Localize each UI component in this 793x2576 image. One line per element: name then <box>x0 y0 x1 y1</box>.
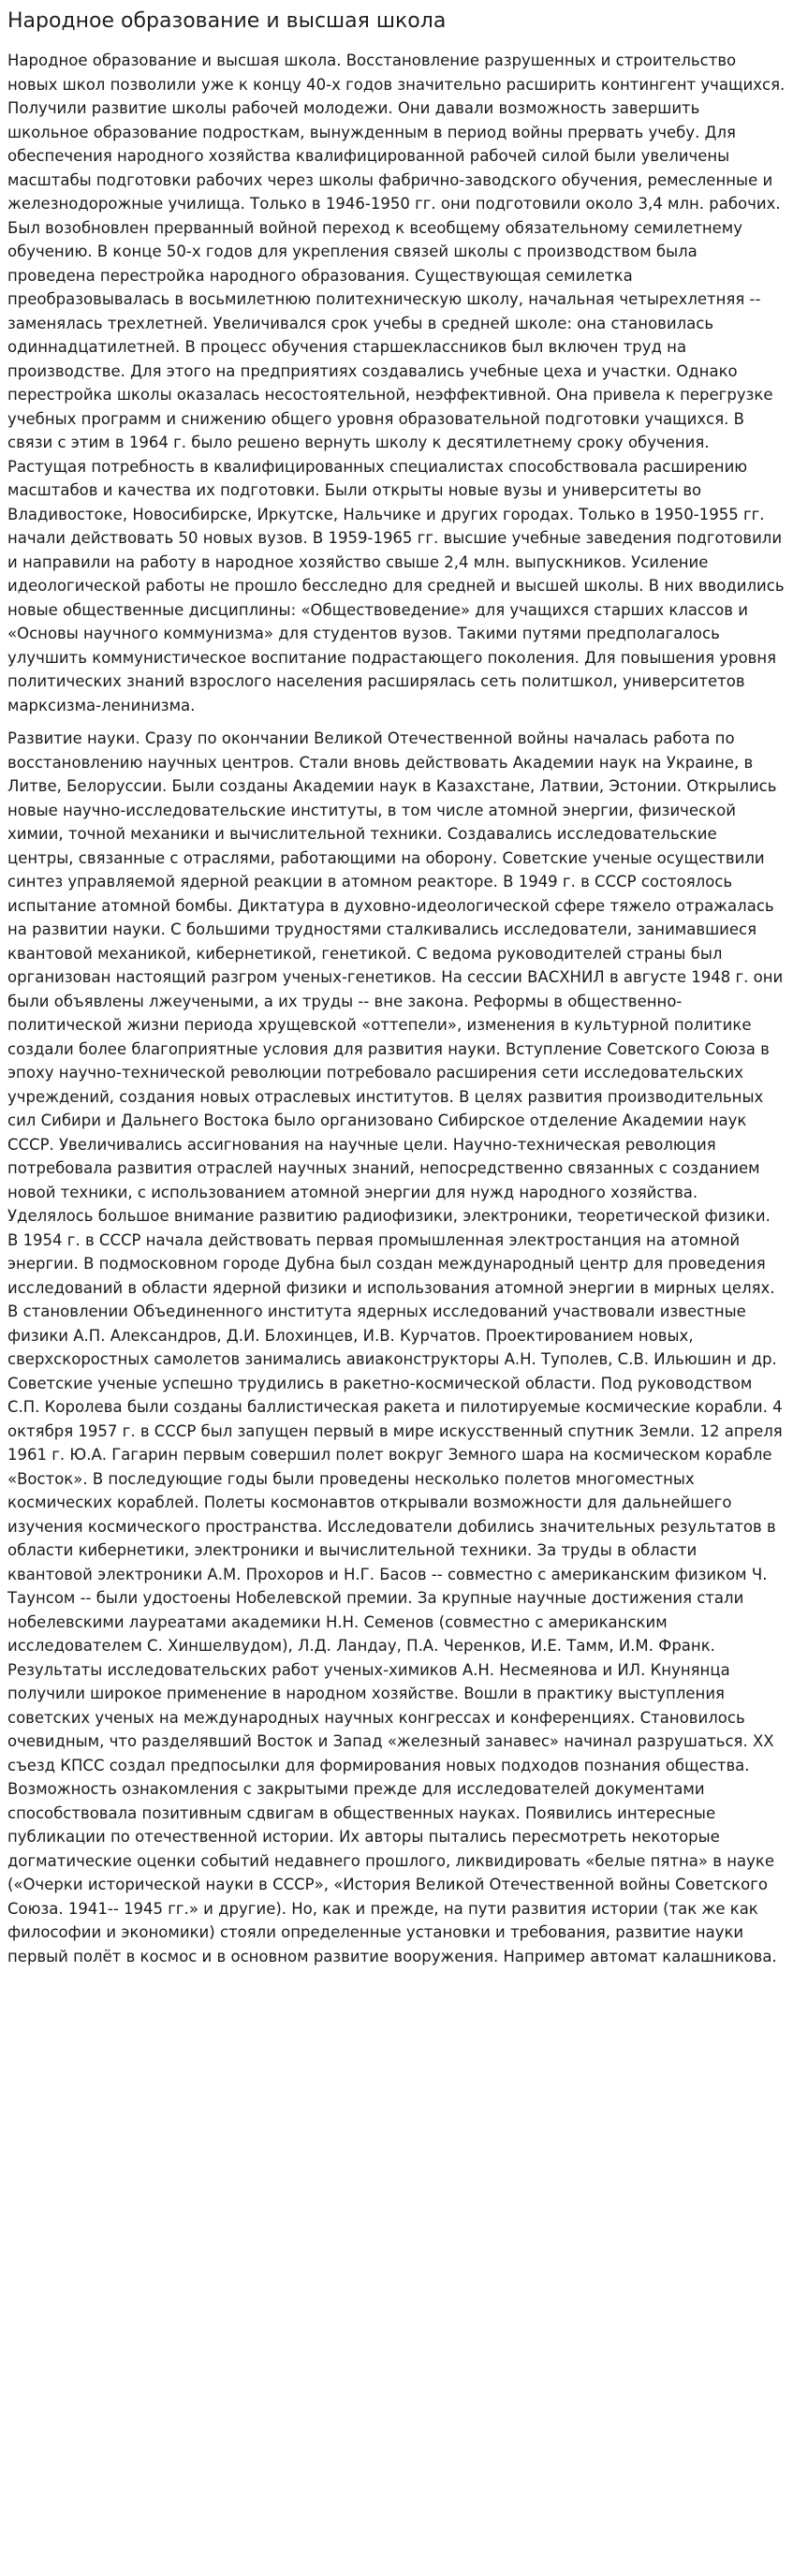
document-title: Народное образование и высшая школа <box>7 9 447 33</box>
paragraph-science: Развитие науки. Сразу по окончании Великой Отечественной войны началась работа по восстановлению научных центров. Стали вновь действовать Академии наук на Украине, в Литве, Белоруссии. Были созданы Академии наук в Казахстане, Латвии, Эстонии. Открылись новые научно-исследовательские институты, в том числе атомной энергии, физической химии, точной механики и вычислительной техники. Создавались исследовательские центры, связанные с отраслями, работающими на оборону. Советские ученые осуществили синтез управляемой ядерной реакции в атомном реакторе. В 1949 г. в СССР состоялось испытание атомной бомбы. Диктатура в духовно-идеологической сфере тяжело отражалась на развитии науки. С большими трудностями сталкивались исследователи, занимавшиеся квантовой механикой, кибернетикой, генетикой. С ведома руководителей страны был организован настоящий разгром ученых-генетиков. На сессии ВАСХНИЛ в августе 1948 г. они были объявлены лжеучеными, а их труды -- вне закона. Реформы в общественно-политической жизни периода хрущевской «оттепели», изменения в культурной политике создали более благоприятные условия для развития науки. Вступление Советского Союза в эпоху научно-технической революции потребовало расширения сети исследовательских учреждений, создания новых отраслевых институтов. В целях развития производительных сил Сибири и Дальнего Востока было организовано Сибирское отделение Академии наук СССР. Увеличивались ассигнования на научные цели. Научно-техническая революция потребовала развития отраслей научных знаний, непосредственно связанных с созданием новой техники, с использованием атомной энергии для нужд народного хозяйства. Уделялось большое внимание развитию радиофизики, электроники, теоретической физики. В 1954 г. в СССР начала действовать первая промышленная электростанция на атомной энергии. В подмосковном городе Дубна был создан международный центр для проведения исследований в области ядерной физики и использования атомной энергии в мирных целях. В становлении Объединенного института ядерных исследований участвовали известные физики А.П. Александров, Д.И. Блохинцев, И.В. Курчатов. Проектированием новых, сверхскоростных самолетов занимались авиаконструкторы А.Н. Туполев, С.В. Ильюшин и др. Советские ученые успешно трудились в ракетно-космической области. Под руководством С.П. Королева были созданы баллистическая ракета и пилотируемые космические корабли. 4 октября 1957 г. в СССР был запущен первый в мире искусственный спутник Земли. 12 апреля 1961 г. Ю.А. Гагарин первым совершил полет вокруг Земного шара на космическом корабле «Восток». В последующие годы были проведены несколько полетов многоместных космических кораблей. Полеты космонавтов открывали возможности для дальнейшего изучения космического пространства. Исследователи добились значительных результатов в области кибернетики, электроники и вычислительной техники. За труды в области квантовой электроники А.М. Прохоров и Н.Г. Басов -- совместно с американским физиком Ч. Таунсом -- были удостоены Нобелевской премии. За крупные научные достижения стали нобелевскими лауреатами академики Н.Н. Семенов (совместно с американским исследователем С. Хиншелвудом), Л.Д. Ландау, П.А. Черенков, И.Е. Тамм, И.М. Франк. Результаты исследовательских работ ученых-химиков А.Н. Несмеянова и ИЛ. Кнунянца получили широкое применение в народном хозяйстве. Вошли в практику выступления советских ученых на международных научных конгрессах и конференциях. Становилось очевидным, что разделявший Восток и Запад «железный занавес» начинал разрушаться. XX съезд КПСС создал предпосылки для формирования новых подходов познания общества. Возможность ознакомления с закрытыми прежде для исследователей документами способствовала позитивным сдвигам в общественных науках. Появились интересные публикации по отечественной истории. Их авторы пытались пересмотреть некоторые догматические оценки событий недавнего прошлого, ликвидировать «белые пятна» в науке («Очерки исторической науки в СССР», «История Великой Отечественной войны Советского Союза. 1941-- 1945 гг.» и другие). Но, как и прежде, на пути развития истории (так же как философии и экономики) стояли определенные установки и требования, развитие науки первый полёт в космос и в основном развитие вооружения. Например автомат калашникова. <box>7 729 784 1965</box>
paragraph-education: Народное образование и высшая школа. Восстановление разрушенных и строительство новых школ позволили уже к концу 40-х годов значительно расширить контингент учащихся. Получили развитие школы рабочей молодежи. Они давали возможность завершить школьное образование подросткам, вынужденным в период войны прервать учебу. Для обеспечения народного хозяйства квалифицированной рабочей силой были увеличены масштабы подготовки рабочих через школы фабрично-заводского обучения, ремесленные и железнодорожные училища. Только в 1946-1950 гг. они подготовили около 3,4 млн. рабочих. Был возобновлен прерванный войной переход к всеобщему обязательному семилетнему обучению. В конце 50-х годов для укрепления связей школы с производством была проведена перестройка народного образования. Существующая семилетка преобразовывалась в восьмилетнюю политехническую школу, начальная четырехлетняя -- заменялась трехлетней. Увеличивался срок учебы в средней школе: она становилась одиннадцатилетней. В процесс обучения старшеклассников был включен труд на производстве. Для этого на предприятиях создавались учебные цеха и участки. Однако перестройка школы оказалась несостоятельной, неэффективной. Она привела к перегрузке учебных программ и снижению общего уровня образовательной подготовки учащихся. В связи с этим в 1964 г. было решено вернуть школу к десятилетнему сроку обучения. Растущая потребность в квалифицированных специалистах способствовала расширению масштабов и качества их подготовки. Были открыты новые вузы и университеты во Владивостоке, Новосибирске, Иркутске, Нальчике и других городах. Только в 1950-1955 гг. начали действовать 50 новых вузов. В 1959-1965 гг. высшие учебные заведения подготовили и направили на работу в народное хозяйство свыше 2,4 млн. выпускников. Усиление идеологической работы не прошло бесследно для средней и высшей школы. В них вводились новые общественные дисциплины: «Обществоведение» для учащихся старших классов и «Основы научного коммунизма» для студентов вузов. Такими путями предполагалось улучшить коммунистическое воспитание подрастающего поколения. Для повышения уровня политических знаний взрослого населения расширялась сеть политшкол, университетов марксизма-ленинизма. <box>7 52 786 714</box>
